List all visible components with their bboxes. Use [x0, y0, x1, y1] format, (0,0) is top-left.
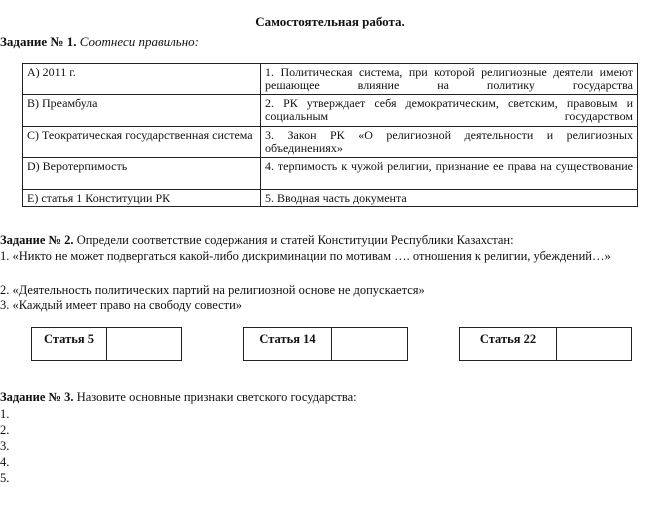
table-cell-left: В) Преамбула [23, 95, 261, 127]
task2-item-3: 3. «Каждый имеет право на свободу совести» [0, 298, 243, 312]
table-row [23, 64, 638, 95]
task2-header [0, 233, 514, 248]
table-cell-right: 2. РК утверждает себя демократическим, светским, правовым и социальным государством [261, 95, 638, 127]
task2-item-2: 2. «Деятельность политических партий на религиозной основе не допускается» [0, 283, 425, 297]
table-cell-left: С) Теократическая государственная система [23, 127, 261, 158]
article-box-5 [31, 327, 182, 361]
article-box-label: Статья 14 [244, 328, 332, 360]
article-answer-cell[interactable] [107, 328, 181, 360]
matching-table [22, 63, 638, 207]
table-cell-left: D) Веротерпимость [23, 158, 261, 190]
table-row [23, 127, 638, 158]
task3-instruction: Назовите основные признаки светского государства: [76, 390, 357, 404]
task2-item-1: 1. «Никто не может подвергаться какой-либо дискриминации по мотивам …. отношения к религии, убеждений…» [0, 249, 611, 263]
task3-heading: Задание № 3. [0, 390, 74, 404]
article-box-14 [243, 327, 408, 361]
table-cell-right: 3. Закон РК «О религиозной деятельности и религиозных объединениях» [261, 127, 638, 158]
table-row [23, 95, 638, 127]
task1-instruction: Соотнеси правильно: [79, 34, 199, 49]
article-box-22 [459, 327, 632, 361]
task1-heading: Задание № 1. [0, 34, 77, 49]
table-cell-left: А) 2011 г. [23, 64, 261, 95]
article-box-label: Статья 5 [32, 328, 107, 360]
table-row [23, 158, 638, 190]
table-row [23, 190, 638, 207]
table-cell-right: 4. терпимость к чужой религии, признание ее права на существование [261, 158, 638, 190]
table-cell-right: 1. Политическая система, при которой религиозные деятели имеют решающее влияние на политику государства [261, 64, 638, 95]
task2-heading: Задание № 2. [0, 233, 74, 247]
table-cell-left: Е) статья 1 Конституции РК [23, 190, 261, 207]
list-item: 2. [0, 423, 10, 437]
table-cell-right: 5. Вводная часть документа [261, 190, 638, 207]
task2-instruction: Определи соответствие содержания и статей Конституции Республики Казахстан: [76, 233, 514, 247]
task3-list [0, 406, 9, 486]
article-answer-cell[interactable] [332, 328, 407, 360]
list-item: 3. [0, 439, 10, 453]
list-item: 5. [0, 471, 10, 485]
page-title: Самостоятельная работа. [255, 14, 405, 29]
list-item: 4. [0, 455, 10, 469]
article-answer-cell[interactable] [557, 328, 631, 360]
task3-header [0, 390, 357, 405]
article-box-label: Статья 22 [460, 328, 557, 360]
task1-header [0, 34, 199, 50]
list-item: 1. [0, 407, 10, 421]
